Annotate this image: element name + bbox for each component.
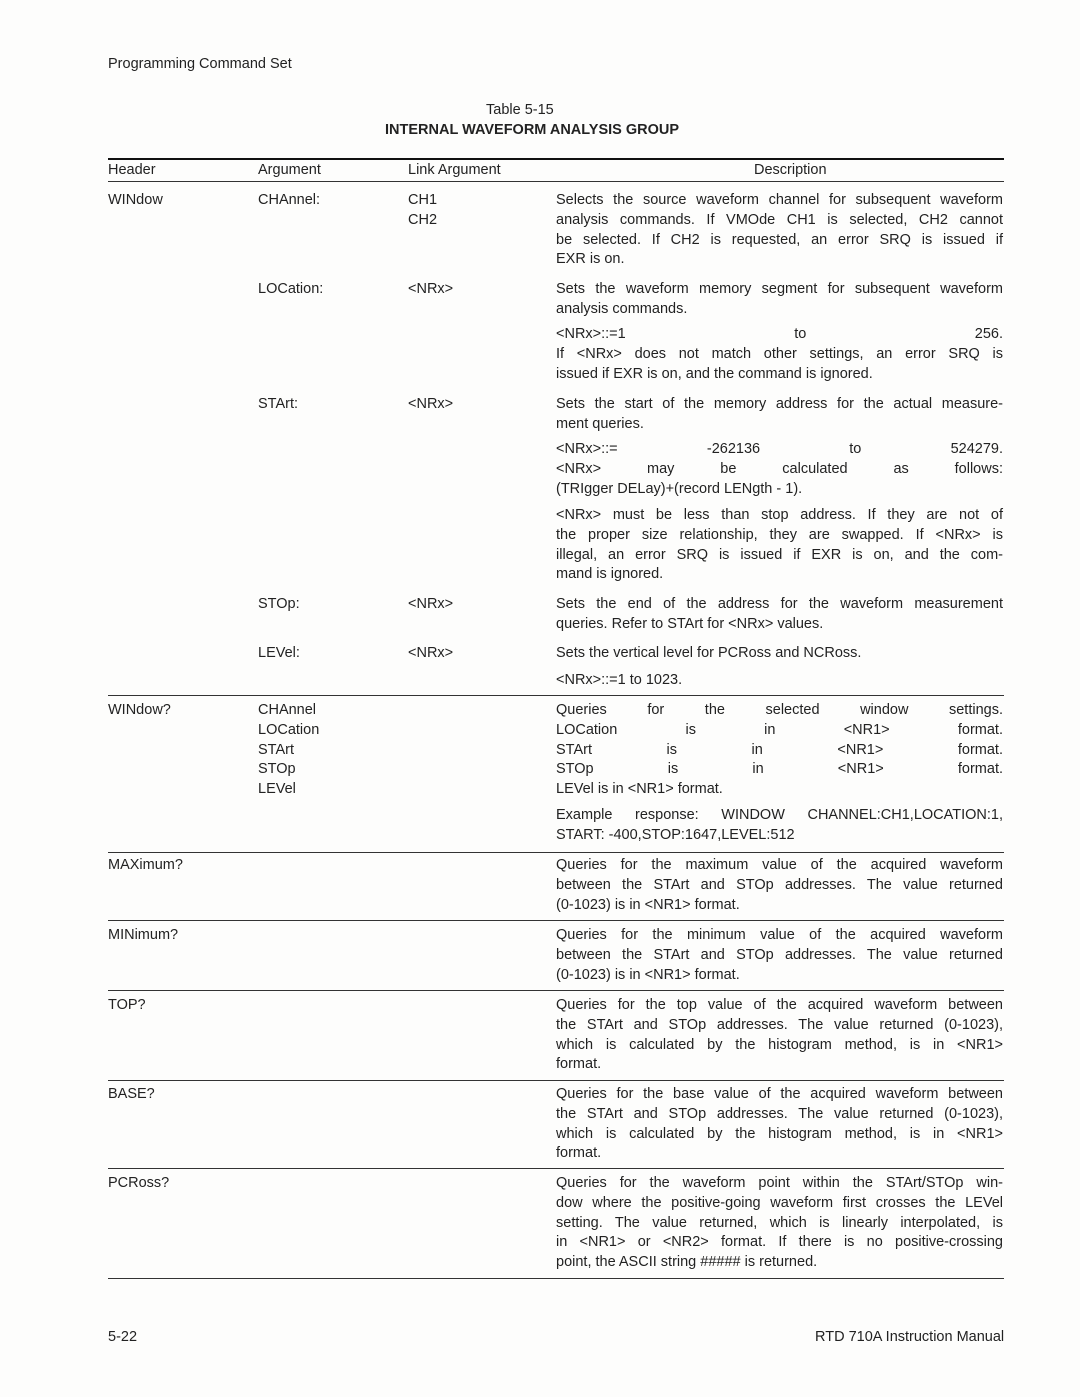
description-line: which is calculated by the histogram method, is in <NR1>	[556, 1036, 1003, 1053]
argument: STArt:	[258, 396, 299, 412]
description-line: EXR is on.	[556, 251, 625, 268]
command-header: WINdow	[108, 192, 163, 208]
command-header: PCRoss?	[108, 1175, 170, 1191]
argument: CHAnnel	[258, 702, 317, 718]
link-argument: CH1	[408, 192, 438, 208]
description-line: Sets the start of the memory address for the actual measure-	[556, 396, 1003, 412]
description-line: Sets the waveform memory segment for subsequent waveform	[556, 281, 1003, 297]
description-line: STOp is in <NR1> format.	[556, 761, 1003, 778]
argument: STOp:	[258, 596, 300, 612]
command-header: BASE?	[108, 1086, 155, 1102]
description-line: between the STArt and STOp addresses. The value returned	[556, 876, 1003, 893]
description-line: analysis commands.	[556, 300, 688, 317]
command-header: WINdow?	[108, 702, 171, 718]
description-line: Sets the vertical level for PCRoss and NCRoss.	[556, 645, 862, 661]
link-argument: <NRx>	[408, 396, 454, 412]
description-line: point, the ASCII string ##### is returned.	[556, 1254, 818, 1271]
description-line: be selected. If CH2 is requested, an error SRQ is issued if	[556, 231, 1003, 248]
column-header-rule	[108, 181, 1004, 182]
column-header-link-argument: Link Argument	[408, 162, 501, 178]
description-line: LOCation is in <NR1> format.	[556, 721, 1003, 738]
row-divider	[108, 990, 1004, 991]
argument: CHAnnel:	[258, 192, 321, 208]
description-line: LEVel is in <NR1> format.	[556, 781, 723, 798]
row-divider	[108, 1168, 1004, 1169]
column-header-description: Description	[754, 162, 827, 178]
row-divider	[108, 920, 1004, 921]
description-line: Queries for the top value of the acquired waveform between	[556, 997, 1003, 1013]
column-header-header: Header	[108, 162, 156, 178]
column-header-argument: Argument	[258, 162, 321, 178]
description-line: Queries for the waveform point within the STArt/STOp win-	[556, 1175, 1003, 1191]
description-line: analysis commands. If VMOde CH1 is selected, CH2 cannot	[556, 211, 1003, 228]
description-line: (0-1023) is in <NR1> format.	[556, 896, 740, 913]
description-line: format.	[556, 1145, 602, 1162]
description-line: dow where the positive-going waveform first crosses the LEVel	[556, 1194, 1003, 1211]
link-argument: <NRx>	[408, 281, 454, 297]
description-line: <NRx>::=1 to 256.	[556, 326, 1003, 342]
table-top-rule	[108, 158, 1004, 160]
page-number: 5-22	[108, 1329, 138, 1345]
row-divider	[108, 1080, 1004, 1081]
argument: STOp	[258, 761, 296, 778]
command-header: MINimum?	[108, 927, 179, 943]
description-line: Queries for the selected window settings.	[556, 702, 1003, 718]
manual-title: RTD 710A Instruction Manual	[815, 1329, 1005, 1345]
description-line: which is calculated by the histogram method, is in <NR1>	[556, 1125, 1003, 1142]
description-line: illegal, an error SRQ is issued if EXR is on, and the com-	[556, 546, 1003, 563]
description-line: (TRIgger DELay)+(record LENgth - 1).	[556, 480, 803, 497]
command-header: TOP?	[108, 997, 146, 1013]
description-line: STArt is in <NR1> format.	[556, 741, 1003, 758]
description-line: If <NRx> does not match other settings, an error SRQ is	[556, 345, 1003, 362]
description-line: setting. The value returned, which is linearly interpolated, is	[556, 1214, 1003, 1231]
description-line: queries. Refer to STArt for <NRx> values.	[556, 615, 824, 632]
description-line: the STArt and STOp addresses. The value returned (0-1023),	[556, 1105, 1003, 1122]
description-line: <NRx>::= -262136 to 524279.	[556, 441, 1003, 457]
running-header: Programming Command Set	[108, 56, 292, 72]
link-argument: <NRx>	[408, 596, 454, 612]
link-argument: CH2	[408, 211, 438, 228]
description-line: between the STArt and STOp addresses. The value returned	[556, 946, 1003, 963]
description-line: START: -400,STOP:1647,LEVEL:512	[556, 826, 795, 843]
link-argument: <NRx>	[408, 645, 454, 661]
description-line: ment queries.	[556, 415, 644, 432]
description-line: Sets the end of the address for the waveform measurement	[556, 596, 1003, 612]
description-line: Selects the source waveform channel for subsequent waveform	[556, 192, 1003, 208]
description-line: the STArt and STOp addresses. The value returned (0-1023),	[556, 1016, 1003, 1033]
description-line: <NRx> must be less than stop address. If they are not of	[556, 507, 1003, 523]
row-divider	[108, 852, 1004, 853]
row-divider	[108, 695, 1004, 696]
description-line: format.	[556, 1056, 602, 1073]
argument: LOCation:	[258, 281, 324, 297]
argument: STArt	[258, 741, 294, 758]
description-line: the proper size relationship, they are swapped. If <NRx> is	[556, 526, 1003, 543]
argument: LEVel:	[258, 645, 300, 661]
command-header: MAXimum?	[108, 857, 183, 873]
description-line: Example response: WINDOW CHANNEL:CH1,LOCATION:1,	[556, 807, 1003, 823]
description-line: in <NR1> or <NR2> format. If there is no positive-crossing	[556, 1234, 1003, 1251]
table-bottom-rule	[108, 1278, 1004, 1279]
description-line: Queries for the minimum value of the acquired waveform	[556, 927, 1003, 943]
argument: LOCation	[258, 721, 320, 738]
description-line: issued if EXR is on, and the command is ignored.	[556, 365, 873, 382]
description-line: Queries for the maximum value of the acquired waveform	[556, 857, 1003, 873]
description-line: (0-1023) is in <NR1> format.	[556, 966, 740, 983]
description-line: mand is ignored.	[556, 566, 664, 583]
description-line: <NRx>::=1 to 1023.	[556, 672, 683, 688]
description-line: <NRx> may be calculated as follows:	[556, 460, 1003, 477]
table-title: INTERNAL WAVEFORM ANALYSIS GROUP	[385, 122, 680, 138]
argument: LEVel	[258, 781, 296, 798]
table-number: Table 5-15	[486, 102, 554, 118]
description-line: Queries for the base value of the acquired waveform between	[556, 1086, 1003, 1102]
